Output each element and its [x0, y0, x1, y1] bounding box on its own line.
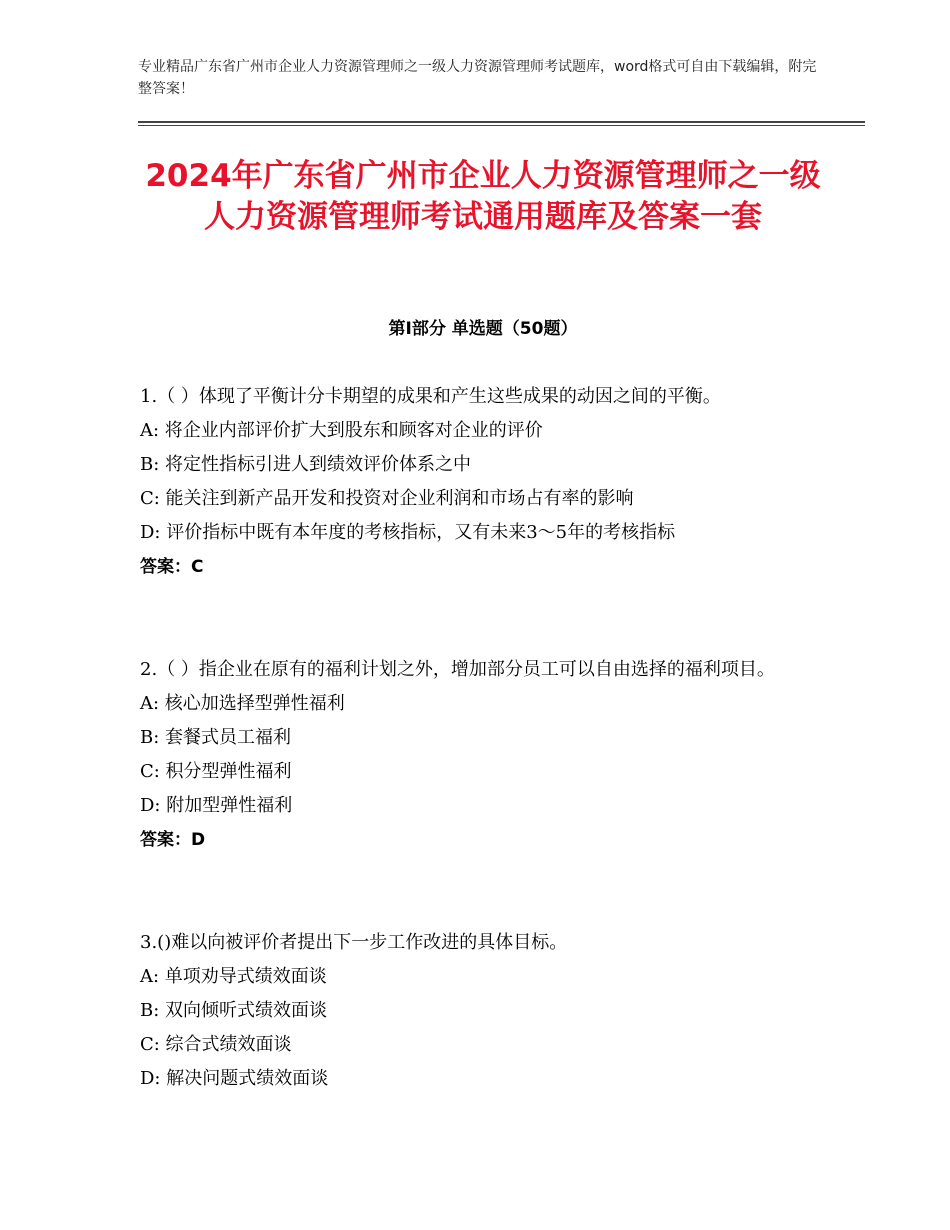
header-rule-thin [138, 125, 865, 126]
question-2 [140, 653, 810, 857]
option-c: C: 综合式绩效面谈 [140, 1034, 292, 1055]
document-title: 2024年广东省广州市企业人力资源管理师之一级人力资源管理师考试通用题库及答案一套 [145, 158, 821, 235]
option-d: D: 附加型弹性福利 [140, 795, 293, 816]
option-c: C: 能关注到新产品开发和投资对企业利润和市场占有率的影响 [140, 488, 634, 509]
option-a: A: 核心加选择型弹性福利 [140, 693, 345, 714]
option-a: A: 将企业内部评价扩大到股东和顾客对企业的评价 [140, 420, 543, 441]
header-note: 专业精品广东省广州市企业人力资源管理师之一级人力资源管理师考试题库，word格式可自由下载编辑，附完整答案！ [138, 59, 817, 97]
question-3 [140, 926, 810, 1096]
question-stem: 2.（ ）指企业在原有的福利计划之外，增加部分员工可以自由选择的福利项目。 [140, 659, 775, 680]
header-rule-thick [138, 121, 865, 123]
section-title: 第Ⅰ部分 单选题（50题） [388, 319, 578, 339]
option-d: D: 评价指标中既有本年度的考核指标，又有未来3～5年的考核指标 [140, 522, 676, 543]
option-b: B: 双向倾听式绩效面谈 [140, 1000, 328, 1021]
option-b: B: 将定性指标引进人到绩效评价体系之中 [140, 454, 472, 475]
option-a: A: 单项劝导式绩效面谈 [140, 966, 327, 987]
option-c: C: 积分型弹性福利 [140, 761, 292, 782]
answer: 答案：C [140, 557, 204, 577]
option-b: B: 套餐式员工福利 [140, 727, 292, 748]
question-stem: 3.()难以向被评价者提出下一步工作改进的具体目标。 [140, 932, 568, 953]
question-1 [140, 380, 810, 584]
question-stem: 1.（ ）体现了平衡计分卡期望的成果和产生这些成果的动因之间的平衡。 [140, 386, 721, 407]
answer: 答案：D [140, 830, 206, 850]
option-d: D: 解决问题式绩效面谈 [140, 1068, 329, 1089]
